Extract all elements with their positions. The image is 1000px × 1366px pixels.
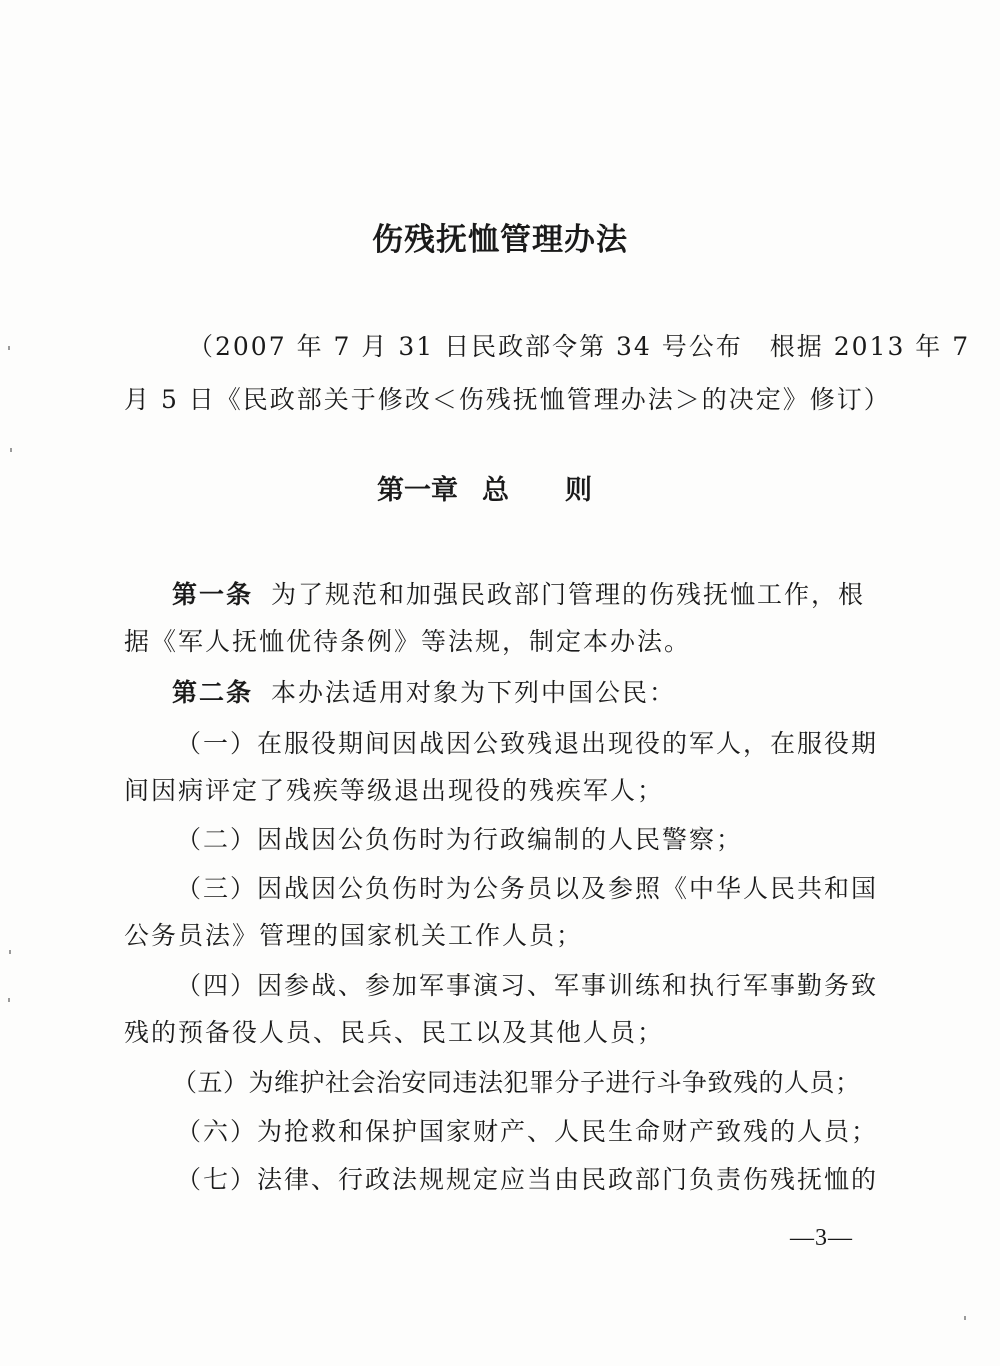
item-6: [176, 1112, 879, 1148]
item-3-line-1: [176, 869, 879, 905]
item-3-line-2: 公务员法》管理的国家机关工作人员；: [124, 921, 584, 950]
scan-speck: [8, 346, 10, 350]
item-2: （二）因战因公负伤时为行政编制的人民警察；: [176, 825, 744, 854]
item-3-text: （三）因战因公负伤时为公务员以及参照《中华人民共和国: [176, 874, 879, 903]
chapter-name-part1: 总: [482, 475, 509, 506]
item-7-text: （七）法律、行政法规规定应当由民政部门负责伤残抚恤的: [176, 1165, 879, 1194]
item-5-text: （五）为维护社会治安同违法犯罪分子进行斗争致残的人员；: [172, 1068, 861, 1097]
scan-speck: [10, 448, 12, 452]
item-1-text: （一）在服役期间因战因公致残退出现役的军人，在服役期: [176, 729, 879, 758]
chapter-name-part2: 则: [565, 475, 592, 506]
article-1-line-1: [172, 575, 866, 611]
article-2-label: 第二条: [172, 678, 254, 707]
subtitle-line-1: （2007 年 7 月 31 日民政部令第 34 号公布 根据 2013 年 7: [188, 332, 971, 361]
item-7-line-1: [176, 1160, 879, 1196]
item-4-line-2: 残的预备役人员、民兵、民工以及其他人员；: [124, 1018, 665, 1047]
page-number: —3—: [790, 1225, 853, 1251]
article-1-label: 第一条: [172, 580, 254, 609]
item-1-line-2: 间因病评定了残疾等级退出现役的残疾军人；: [124, 776, 665, 805]
item-4-line-1: [176, 966, 879, 1002]
article-1-line-2: 据《军人抚恤优待条例》等法规，制定本办法。: [124, 627, 692, 656]
scan-speck: [964, 1316, 966, 1320]
subtitle-line-2: 月 5 日《民政部关于修改＜伤残抚恤管理办法＞的决定》修订）: [124, 385, 891, 414]
document-title: 伤残抚恤管理办法: [372, 222, 628, 258]
scan-speck: [8, 998, 10, 1002]
article-1-text-1: 为了规范和加强民政部门管理的伤残抚恤工作，根: [271, 580, 866, 609]
article-2-line-1: [172, 673, 676, 709]
item-1-line-1: [176, 724, 879, 760]
chapter-number: 第一章: [377, 475, 458, 506]
item-6-text: （六）为抢救和保护国家财产、人民生命财产致残的人员；: [176, 1117, 879, 1146]
scan-speck: [9, 950, 11, 954]
item-5: [172, 1063, 861, 1099]
chapter-heading: [377, 468, 592, 507]
article-2-text-1: 本办法适用对象为下列中国公民：: [271, 678, 677, 707]
item-4-text: （四）因参战、参加军事演习、军事训练和执行军事勤务致: [176, 971, 879, 1000]
